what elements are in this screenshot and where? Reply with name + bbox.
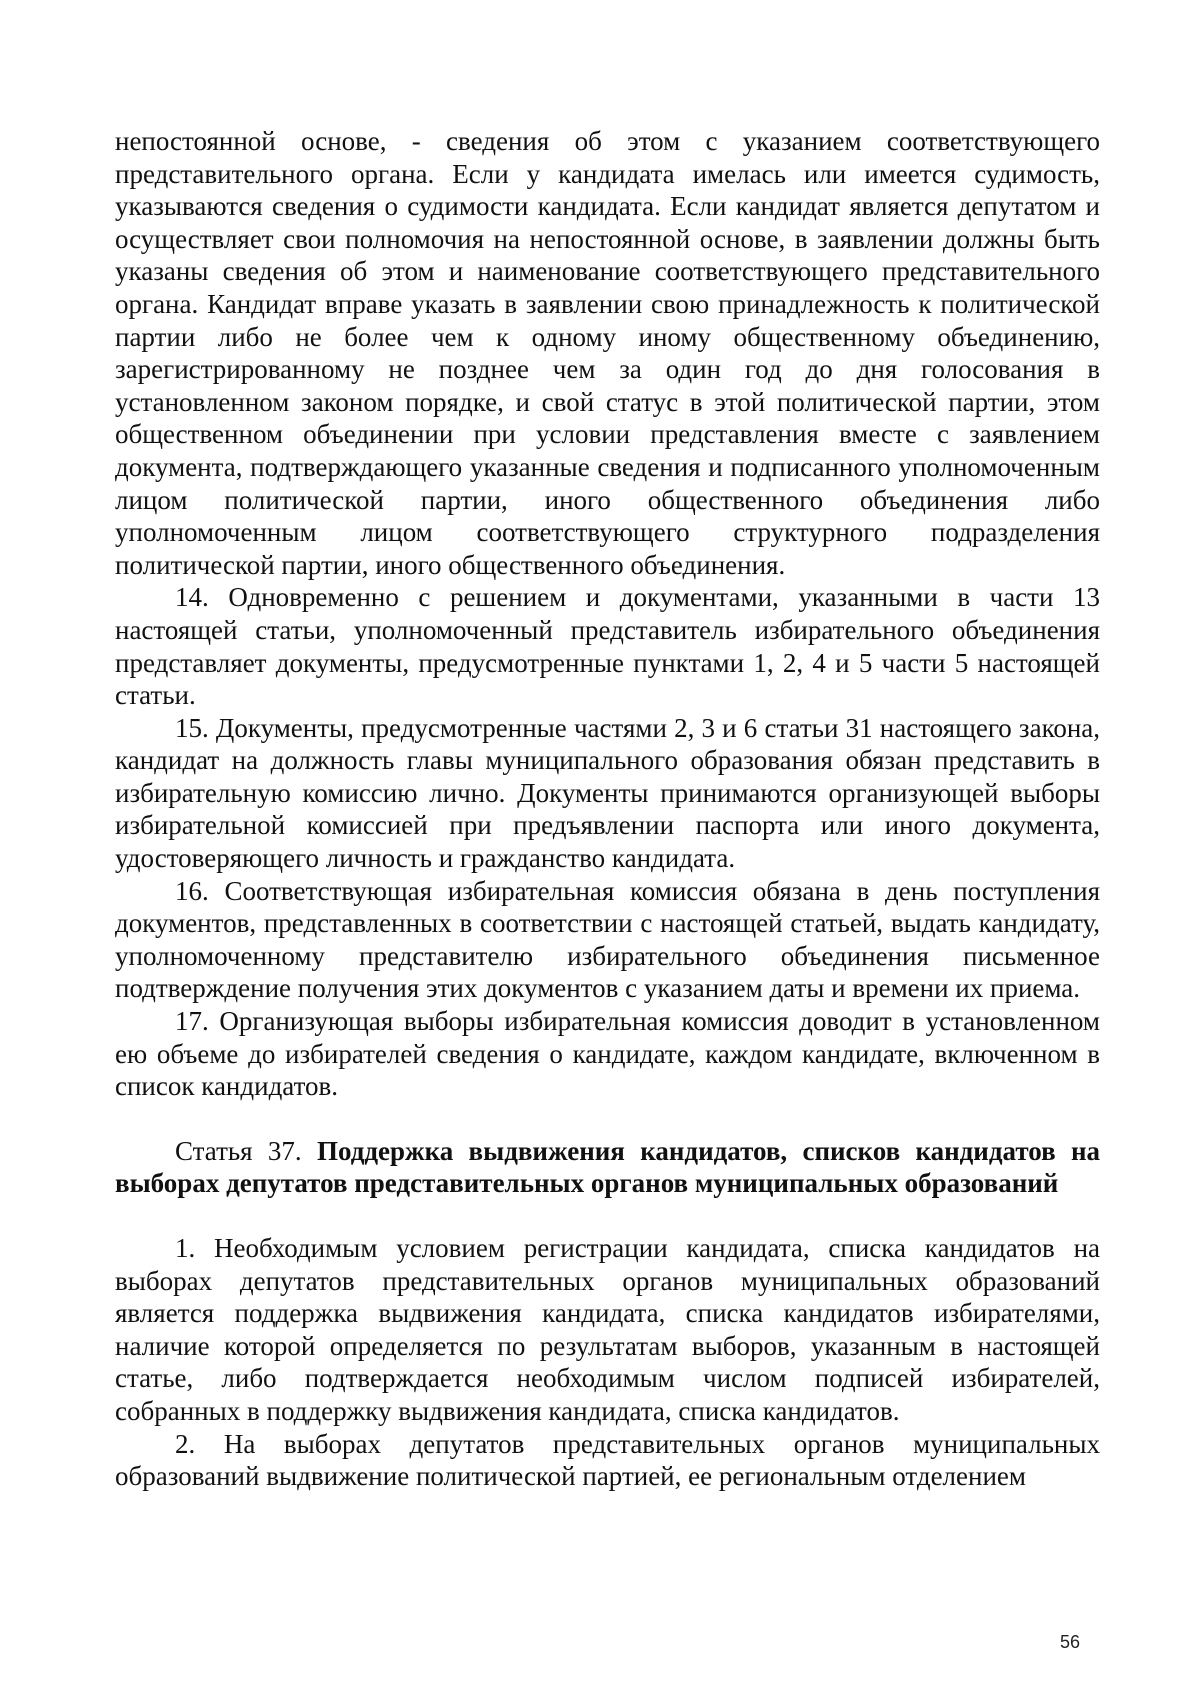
page-number: 56 [1059,1632,1080,1652]
document-page [115,125,1100,1493]
paragraph-15: 15. Документы, предусмотренные частями 2, 3 и 6 статьи 31 настоящего закона, кандидат на должность главы муниципального образования обязан представить в избирательную комиссию лично. Документы принимаются организующей выборы избирательной комиссией при предъявлении паспорта или иного документа, удостоверяющего личность и гражданство кандидата. [115,712,1100,874]
article-title: Поддержка выдвижения кандидатов, списков кандидатов на выборах депутатов представительных органов муниципальных образований [115,1135,1100,1199]
article-heading [115,1135,1100,1200]
paragraph-16: 16. Соответствующая избирательная комиссия обязана в день поступления документов, представленных в соответствии с настоящей статьей, выдать кандидату, уполномоченному представителю избирательного объединения письменное подтверждение получения этих документов с указанием даты и времени их приема. [115,875,1100,1004]
article-paragraph-1: 1. Необходимым условием регистрации кандидата, списка кандидатов на выборах депутатов представительных органов муниципальных образований является поддержка выдвижения кандидата, списка кандидатов избирателями, наличие которой определяется по результатам выборов, указанным в настоящей статье, либо подтверждается необходимым числом подписей избирателей, собранных в поддержку выдвижения кандидата, списка кандидатов. [115,1233,1100,1426]
article-paragraph-2: 2. На выборах депутатов представительных органов муниципальных образований выдвижение политической партией, ее региональным отделением [115,1428,1100,1492]
paragraph-17: 17. Организующая выборы избирательная комиссия доводит в установленном ею объеме до избирателей сведения о кандидате, каждом кандидате, включенном в список кандидатов. [115,1006,1100,1102]
paragraph-continuation: непостоянной основе, - сведения об этом с указанием соответствующего представительного органа. Если у кандидата имелась или имеется судимость, указываются сведения о судимости кандидата. Если кандидат является депутатом и осуществляет свои полномочия на непостоянной основе, в заявлении должны быть указаны сведения об этом и наименование соответствующего представительного органа. Кандидат вправе указать в заявлении свою принадлежность к политической партии либо не более чем к одному иному общественному объединению, зарегистрированному не позднее чем за один год до дня голосования в установленном законом порядке, и свой статус в этой политической партии, этом общественном объединении при условии представления вместе с заявлением документа, подтверждающего указанные сведения и подписанного уполномоченным лицом политической партии, иного общественного объединения либо уполномоченным лицом соответствующего структурного подразделения политической партии, иного общественного объединения. [115,126,1100,580]
paragraph-14: 14. Одновременно с решением и документами, указанными в части 13 настоящей статьи, уполномоченный представитель избирательного объединения представляет документы, предусмотренные пунктами 1, 2, 4 и 5 части 5 настоящей статьи. [115,582,1100,711]
article-number: Статья 37. [175,1135,302,1166]
